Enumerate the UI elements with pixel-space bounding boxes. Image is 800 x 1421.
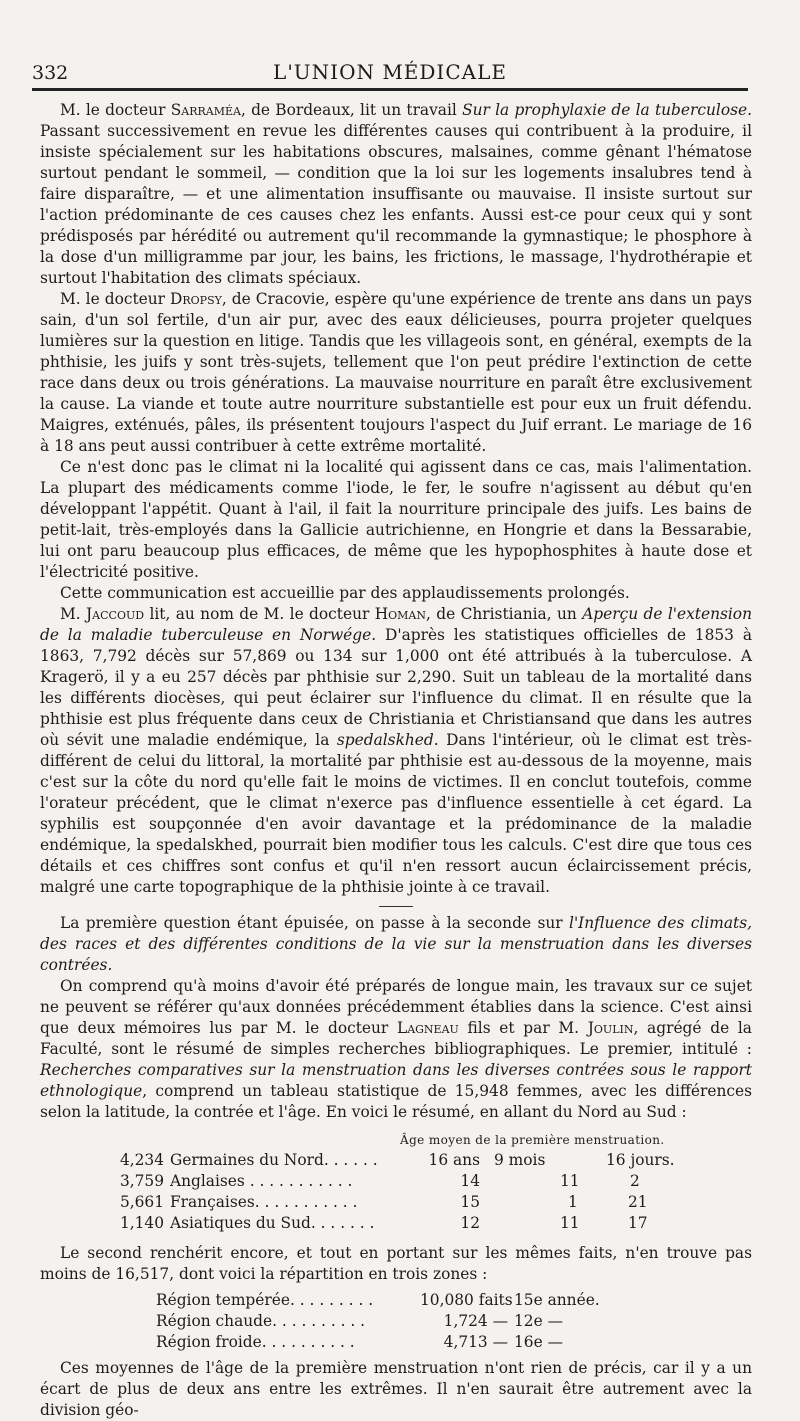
cell-years: 12	[460, 1214, 480, 1232]
cell-months: 11	[560, 1172, 580, 1190]
cell-days: 16 jours.	[606, 1151, 675, 1169]
cell-age: 15e année.	[514, 1291, 600, 1309]
text-run: Passant successivement en revue les différentes causes qui contribuent à la produire, il insiste spécialement sur les habitations obscures, malsaines, comme gênant l'hématose surtout pendant le sommeil, — condition que la loi sur les logements insalubres tend à faire disparaître, — et une alimentation insuffisante ou mauvaise. Il insiste surtout sur l'action prédominante de ces causes chez les enfants. Aussi est-ce pour ceux qui y sont prédisposés par hérédité ou autrement qu'il recommande la gymnastique; le phosphore à la dose d'un milligramme par jour, les bains, les frictions, le massage, l'hydrothérapie et surtout l'habitation des climats spéciaux.	[40, 122, 752, 287]
cell-label: Asiatiques du Sud. . . . . . .	[170, 1214, 375, 1232]
paragraph-second-question	[40, 913, 752, 976]
author-name: Lagneau	[396, 1019, 459, 1037]
table-row	[40, 1193, 752, 1214]
author-name: Sarraméa	[170, 101, 241, 119]
page-header	[32, 58, 748, 91]
cell-count: 1,140	[119, 1214, 164, 1232]
page-number: 332	[32, 62, 69, 84]
cell-years: 16 ans	[428, 1151, 480, 1169]
text-run: M.	[60, 605, 87, 623]
table-row	[40, 1291, 752, 1312]
table-header: Âge moyen de la première menstruation.	[400, 1133, 665, 1147]
body-text	[40, 100, 752, 1421]
work-title: Aperçu de l'extension de la maladie tuberculeuse en Norwége.	[40, 605, 752, 644]
text-run: M. le docteur	[60, 101, 171, 119]
text-run: , de Cracovie, espère qu'une expérience de trente ans dans un pays sain, d'un sol fertile, d'un air pur, avec des eaux délicieuses, pourra projeter quelques lumières sur la question en litige. Tandis que les villageois sont, en général, exempts de la phthisie, les juifs y sont très-sujets, tellement que l'on peut prédire l'extinction de cette race dans deux ou trois générations. La mauvaise nourriture en paraît être exclusivement la cause. La viande et toute autre nourriture substantielle est pour eux un fruit défendu. Maigres, exténués, pâles, ils présentent toujours l'aspect du Juif errant. Le mariage de 16 à 18 ans peut aussi contribuer à cette extrême mortalité.	[40, 290, 752, 455]
paragraph-second-memoire: Le second renchérit encore, et tout en portant sur les mêmes faits, n'en trouve pas moins de 16,517, dont voici la répartition en trois zones :	[40, 1244, 752, 1283]
paragraph-jaccoud	[40, 604, 752, 898]
cell-months: 11	[560, 1214, 580, 1232]
paragraph-applause: Cette communication est accueillie par des applaudissements prolongés.	[60, 584, 630, 602]
paragraph-alimentation: Ce n'est donc pas le climat ni la localité qui agissent dans ce cas, mais l'alimentation. La plupart des médicaments comme l'iode, le fer, le soufre n'agissent au début qu'en développant l'appétit. Quant à l'ail, il fait la nourriture principale des juifs. Les bains de petit-lait, très-employés dans la Gallicie autrichienne, en Hongrie et dans la Bessarabie, lui ont paru beaucoup plus efficaces, de même que les hypophosphites à haute dose et l'électricité positive.	[40, 458, 752, 581]
cell-label: Françaises. . . . . . . . . . .	[170, 1193, 358, 1211]
text-run: M. le docteur	[60, 290, 171, 308]
text-run: , comprend un tableau statistique de 15,948 femmes, avec les différences selon la latitude, la contrée et l'âge. En voici le résumé, en allant du Nord au Sud :	[40, 1082, 752, 1121]
work-title: Sur la prophylaxie de la tuberculose.	[462, 101, 752, 119]
menstruation-table	[40, 1151, 752, 1235]
cell-label: Anglaises . . . . . . . . . . .	[170, 1172, 353, 1190]
text-run: , de Christiania, un	[426, 605, 583, 623]
paragraph-sarramea	[40, 100, 752, 289]
text-run: D'après les statistiques officielles de 1853 à 1863, 7,792 décès sur 57,869 ou 134 sur 1,000 ont été attribués à la tuberculose. A Kragerö, il y a eu 257 décès par phthisie sur 2,290. Suit un tableau de la mortalité dans les différents diocèses, qui peut éclairer sur l'influence du climat. Il en résulte que la phthisie est plus fréquente dans ceux de Christiania et Christiansand que dans les autres où sévit une maladie endémique, la	[40, 626, 752, 749]
text-run: fils et par M.	[458, 1019, 588, 1037]
author-name: Homan	[374, 605, 426, 623]
running-title: L'UNION MÉDICALE	[273, 60, 507, 84]
zones-table	[40, 1291, 752, 1354]
paragraph-memoires	[40, 976, 752, 1123]
paragraph-dropsy	[40, 289, 752, 457]
cell-label: Région froide. . . . . . . . . .	[156, 1333, 355, 1351]
cell-years: 15	[460, 1193, 480, 1211]
cell-count: 4,234	[119, 1151, 164, 1169]
author-name: Dropsy	[170, 290, 222, 308]
cell-count: 4,713 —	[443, 1333, 508, 1351]
table-row	[40, 1312, 752, 1333]
table-row	[40, 1151, 752, 1172]
text-run: . Dans l'intérieur, où le climat est très-différent de celui du littoral, la mortalité par phthisie est au-dessous de la moyenne, mais c'est sur la côte du nord qu'elle fait le moins de victimes. Il en conclut toutefois, comme l'orateur précédent, que le climat n'exerce pas d'influence essentielle à cet égard. La syphilis est soupçonnée d'en avoir davantage et la prédominance de la maladie endémique, la spedalskhed, pourrait bien modifier tous les calculs. C'est dire que tous ces détails et ces chiffres sont confus et qu'il n'en ressort aucun éclaircissement précis, malgré une carte topographique de la phthisie jointe à ce travail.	[40, 731, 752, 896]
term: spedalskhed	[336, 731, 434, 749]
cell-count: 5,661	[119, 1193, 164, 1211]
cell-label: Région chaude. . . . . . . . . .	[156, 1312, 366, 1330]
table-row	[40, 1172, 752, 1193]
question-title: l'Influence des climats, des races et des différentes conditions de la vie sur la menstruation dans les diverses contrées.	[40, 914, 752, 974]
cell-age: 12e —	[514, 1312, 563, 1330]
author-name: Joulin	[587, 1019, 634, 1037]
cell-label: Région tempérée. . . . . . . . .	[156, 1291, 374, 1309]
cell-count: 3,759	[119, 1172, 164, 1190]
text-run: , agrégé de la Faculté, sont le résumé de simples recherches bibliographiques. Le premier, intitulé :	[40, 1019, 752, 1058]
section-separator	[379, 906, 413, 907]
cell-label: Germaines du Nord. . . . . .	[170, 1151, 378, 1169]
text-run: La première question étant épuisée, on passe à la seconde sur	[60, 914, 570, 932]
cell-days: 21	[628, 1193, 648, 1211]
work-title: Recherches comparatives sur la menstruation dans les diverses contrées sous le rapport ethnologique	[40, 1061, 752, 1100]
cell-years: 14	[460, 1172, 480, 1190]
cell-days: 17	[628, 1214, 648, 1232]
paragraph-moyennes: Ces moyennes de l'âge de la première menstruation n'ont rien de précis, car il y a un écart de plus de deux ans entre les extrêmes. Il n'en saurait être autrement avec la division géo-	[40, 1359, 752, 1419]
text-run: , de Bordeaux, lit un travail	[240, 101, 463, 119]
author-name: Jaccoud	[86, 605, 145, 623]
text-run: On comprend qu'à moins d'avoir été préparés de longue main, les travaux sur ce sujet ne peuvent se référer qu'aux données précédemment établies dans la science. C'est ainsi que deux mémoires lus par M. le docteur	[40, 977, 752, 1037]
table-row	[40, 1214, 752, 1235]
cell-days: 2	[630, 1172, 640, 1190]
cell-months: 9 mois	[494, 1151, 546, 1169]
cell-count: 1,724 —	[443, 1312, 508, 1330]
cell-age: 16e —	[514, 1333, 563, 1351]
text-run: lit, au nom de M. le docteur	[144, 605, 375, 623]
table-row	[40, 1333, 752, 1354]
cell-count: 10,080 faits	[420, 1291, 513, 1309]
cell-months: 1	[568, 1193, 578, 1211]
